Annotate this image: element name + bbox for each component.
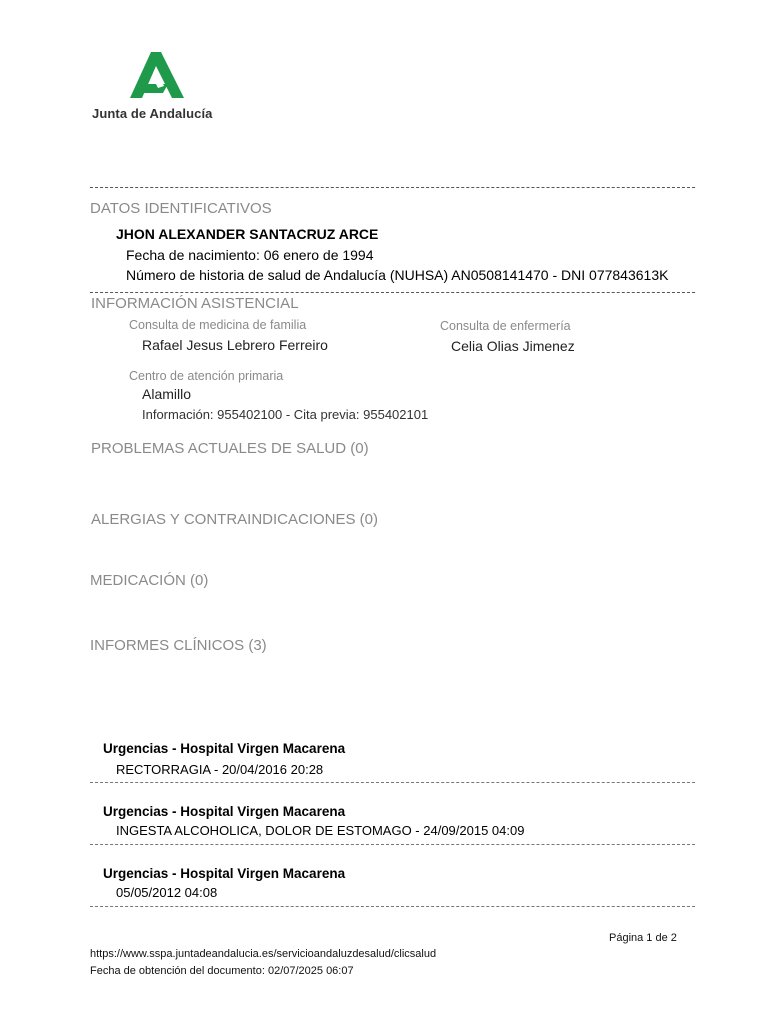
report-description: INGESTA ALCOHOLICA, DOLOR DE ESTOMAGO - 24/09/2015 04:09: [116, 823, 525, 838]
section-title-care: INFORMACIÓN ASISTENCIAL: [91, 295, 299, 312]
report-title[interactable]: Urgencias - Hospital Virgen Macarena: [103, 804, 346, 819]
divider: [90, 292, 695, 293]
divider: [90, 844, 695, 845]
nursing-value: Celia Olias Jimenez: [451, 338, 575, 354]
family-medicine-label: Consulta de medicina de familia: [129, 318, 307, 332]
primary-center-label: Centro de atención primaria: [129, 369, 284, 383]
section-title-problems: PROBLEMAS ACTUALES DE SALUD (0): [91, 440, 369, 457]
patient-name: JHON ALEXANDER SANTACRUZ ARCE: [116, 226, 379, 242]
primary-center-value: Alamillo: [142, 386, 192, 402]
report-title[interactable]: Urgencias - Hospital Virgen Macarena: [103, 741, 346, 756]
primary-center-info: Información: 955402100 - Cita previa: 955402101: [142, 407, 429, 422]
nursing-label: Consulta de enfermería: [440, 319, 571, 333]
report-title[interactable]: Urgencias - Hospital Virgen Macarena: [103, 866, 346, 881]
section-title-allergies: ALERGIAS Y CONTRAINDICACIONES (0): [91, 511, 379, 528]
section-title-reports: INFORMES CLÍNICOS (3): [90, 637, 267, 654]
family-medicine-value: Rafael Jesus Lebrero Ferreiro: [142, 337, 328, 353]
section-title-identification: DATOS IDENTIFICATIVOS: [90, 200, 272, 217]
divider: [90, 187, 695, 188]
junta-a-logo-icon: [124, 52, 188, 102]
report-description: 05/05/2012 04:08: [116, 885, 218, 900]
junta-logo: [92, 52, 222, 127]
page-number: Página 1 de 2: [609, 932, 677, 944]
logo-text: Junta de Andalucía: [92, 106, 213, 121]
document-date: Fecha de obtención del documento: 02/07/2025 06:07: [90, 965, 354, 977]
report-description: RECTORRAGIA - 20/04/2016 20:28: [116, 762, 324, 777]
birth-date: Fecha de nacimiento: 06 enero de 1994: [126, 247, 374, 263]
divider: [90, 906, 695, 907]
section-title-medication: MEDICACIÓN (0): [90, 572, 209, 589]
footer-url[interactable]: https://www.sspa.juntadeandalucia.es/servicioandaluzdesalud/clicsalud: [90, 948, 437, 960]
divider: [90, 782, 695, 783]
nuhsa-dni: Número de historia de salud de Andalucía (NUHSA) AN0508141470 - DNI 077843613K: [126, 267, 669, 283]
